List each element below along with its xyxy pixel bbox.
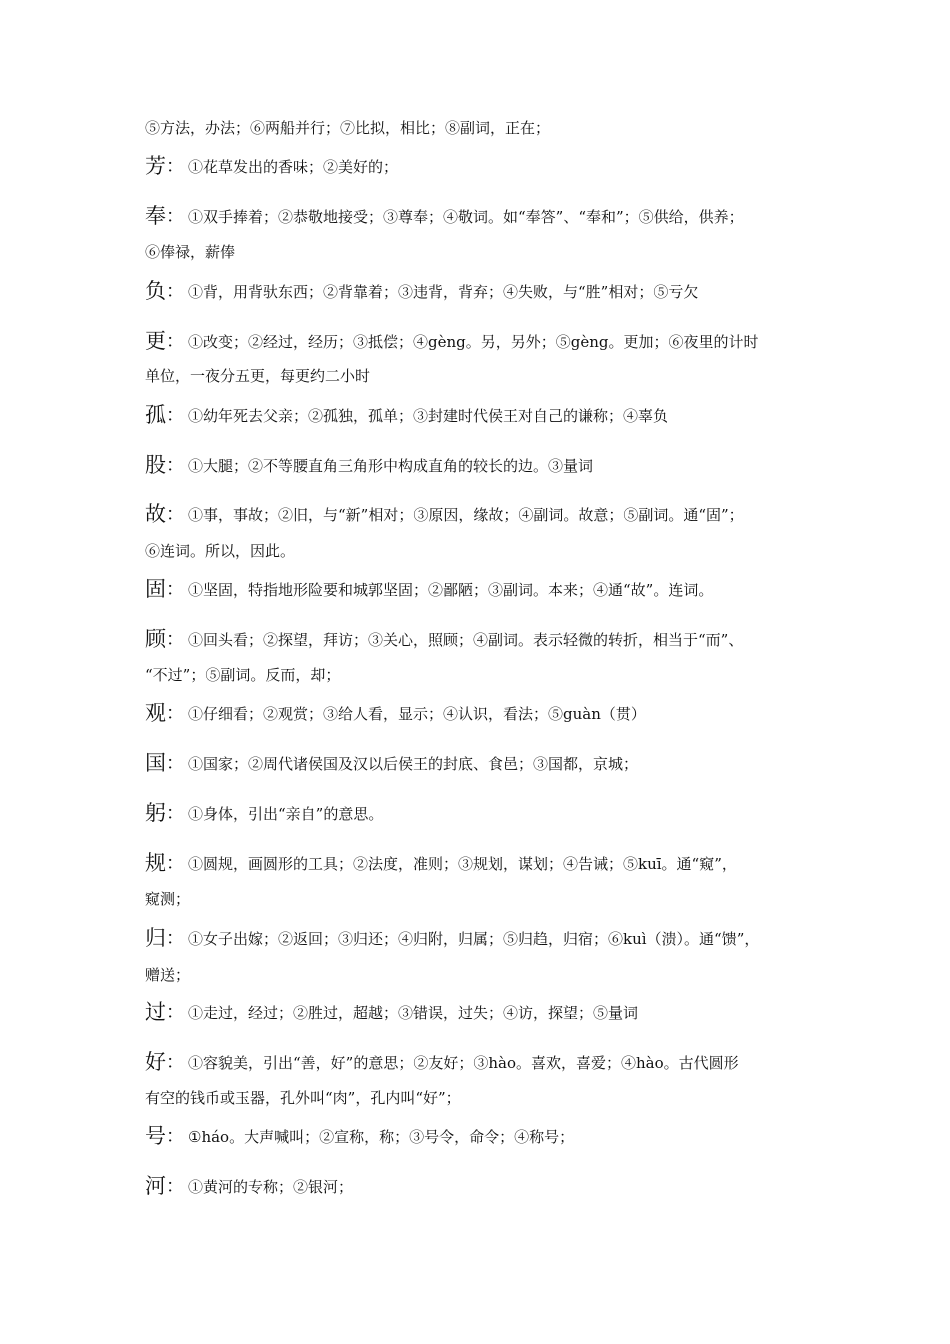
entry-gui-return-cont: [145, 964, 825, 986]
definition-text: ①花草发出的香味；②美好的；: [188, 158, 399, 176]
headword: 孤: [145, 403, 166, 427]
definition-text: “不过”；⑤副词。反而，却；: [145, 666, 341, 684]
entry-gu-thigh: [145, 454, 825, 477]
entry-fu: [145, 280, 825, 303]
entry-feng-cont: [145, 241, 825, 263]
entry-guo-pass: [145, 1001, 825, 1024]
headword-colon: ：: [166, 331, 184, 352]
headword-colon: ：: [166, 1126, 184, 1147]
definition-text: 窥测；: [145, 890, 191, 908]
headword: 更: [145, 329, 166, 353]
entry-fang: [145, 155, 825, 178]
definition-text: ①圆规，画圆形的工具；②法度，准则；③规划，谋划；④告诫；⑤kuī。通“窥”，: [188, 855, 737, 873]
headword: 好: [145, 1050, 166, 1074]
definition-text: 赠送；: [145, 966, 191, 984]
headword: 国: [145, 751, 166, 775]
definition-text: 有空的钱币或玉器，孔外叫“肉”，孔内叫“好”；: [145, 1089, 461, 1107]
definition-text: ⑥连词。所以，因此。: [145, 542, 296, 560]
headword: 归: [145, 926, 166, 950]
entry-gu-reason-cont: [145, 540, 825, 562]
headword-colon: ：: [166, 504, 184, 525]
headword: 规: [145, 851, 166, 875]
entry-guo: [145, 752, 825, 775]
entry-hao: [145, 1051, 825, 1074]
continuation-line: [145, 117, 825, 139]
definition-text: ①容貌美，引出“善，好”的意思；②友好；③hào。喜欢，喜爱；④hào。古代圆形: [188, 1054, 739, 1072]
entry-hao-call: [145, 1125, 825, 1148]
definition-text: ①走过，经过；②胜过，超越；③错误，过失；④访，探望；⑤量词: [188, 1004, 639, 1022]
headword-colon: ：: [166, 753, 184, 774]
definition-text: ①坚固，特指地形险要和城郭坚固；②鄙陋；③副词。本来；④通“故”。连词。: [188, 581, 714, 599]
headword-colon: ：: [166, 1176, 184, 1197]
headword-colon: ：: [166, 853, 184, 874]
entry-gong: [145, 802, 825, 825]
headword-colon: ：: [166, 928, 184, 949]
definition-text: ①háo。大声喊叫；②宣称，称；③号令，命令；④称号；: [188, 1128, 575, 1146]
definition-text: ①女子出嫁；②返回；③归还；④归附，归属；⑤归趋，归宿；⑥kuì（溃）。通“馈”，: [188, 930, 760, 948]
entry-geng-cont: [145, 365, 825, 387]
definition-text: ①双手捧着；②恭敬地接受；③尊奉；④敬词。如“奉答”、“奉和”；⑤供给，供养；: [188, 208, 744, 226]
definition-text: ①事，事故；②旧，与“新”相对；③原因，缘故；④副词。故意；⑤副词。通“固”；: [188, 506, 744, 524]
definition-text: ①大腿；②不等腰直角三角形中构成直角的较长的边。③量词: [188, 457, 594, 475]
entry-feng: [145, 205, 825, 228]
definition-text: ①幼年死去父亲；②孤独，孤单；③封建时代侯王对自己的谦称；④辜负: [188, 407, 669, 425]
headword: 负: [145, 279, 166, 303]
headword-colon: ：: [166, 579, 184, 600]
headword: 号: [145, 1124, 166, 1148]
definition-text: ①背，用背驮东西；②背靠着；③违背，背弃；④失败，与“胜”相对；⑤亏欠: [188, 283, 699, 301]
definition-text: ①身体，引出“亲自”的意思。: [188, 805, 384, 823]
entry-gui-rule: [145, 852, 825, 875]
definition-text: ①改变；②经过，经历；③抵偿；④gèng。另，另外；⑤gèng。更加；⑥夜里的计时: [188, 333, 759, 351]
entry-gui-rule-cont: [145, 888, 825, 910]
headword: 河: [145, 1174, 166, 1198]
definition-text: ⑤方法，办法；⑥两船并行；⑦比拟，相比；⑧副词，正在；: [145, 119, 551, 137]
headword-colon: ：: [166, 405, 184, 426]
headword-colon: ：: [166, 1052, 184, 1073]
entry-geng: [145, 330, 825, 353]
definition-text: ①回头看；②探望，拜访；③关心，照顾；④副词。表示轻微的转折，相当于“而”、: [188, 631, 744, 649]
headword-colon: ：: [166, 156, 184, 177]
headword: 股: [145, 453, 166, 477]
entry-he: [145, 1175, 825, 1198]
entry-gu-solid: [145, 578, 825, 601]
entry-gu-reason: [145, 503, 825, 526]
definition-text: ①黄河的专称；②银河；: [188, 1178, 354, 1196]
headword: 奉: [145, 204, 166, 228]
headword-colon: ：: [166, 1002, 184, 1023]
headword-colon: ：: [166, 281, 184, 302]
definition-text: 单位，一夜分五更，每更约二小时: [145, 367, 371, 385]
headword-colon: ：: [166, 455, 184, 476]
entry-gu-look-cont: [145, 664, 825, 686]
headword: 故: [145, 502, 166, 526]
entry-hao-cont: [145, 1087, 825, 1109]
headword-colon: ：: [166, 206, 184, 227]
entry-gu-orphan: [145, 404, 825, 427]
headword: 顾: [145, 627, 166, 651]
definition-text: ①国家；②周代诸侯国及汉以后侯王的封底、食邑；③国都，京城；: [188, 755, 639, 773]
entry-gu-look: [145, 628, 825, 651]
definition-text: ⑥俸禄，薪俸: [145, 243, 236, 261]
headword: 固: [145, 577, 166, 601]
headword-colon: ：: [166, 703, 184, 724]
entry-gui-return: [145, 927, 825, 950]
headword-colon: ：: [166, 629, 184, 650]
definition-text: ①仔细看；②观赏；③给人看，显示；④认识，看法；⑤guàn（贯）: [188, 705, 646, 723]
headword: 观: [145, 701, 166, 725]
headword: 过: [145, 1000, 166, 1024]
headword: 躬: [145, 801, 166, 825]
headword: 芳: [145, 154, 166, 178]
headword-colon: ：: [166, 803, 184, 824]
entry-guan: [145, 702, 825, 725]
